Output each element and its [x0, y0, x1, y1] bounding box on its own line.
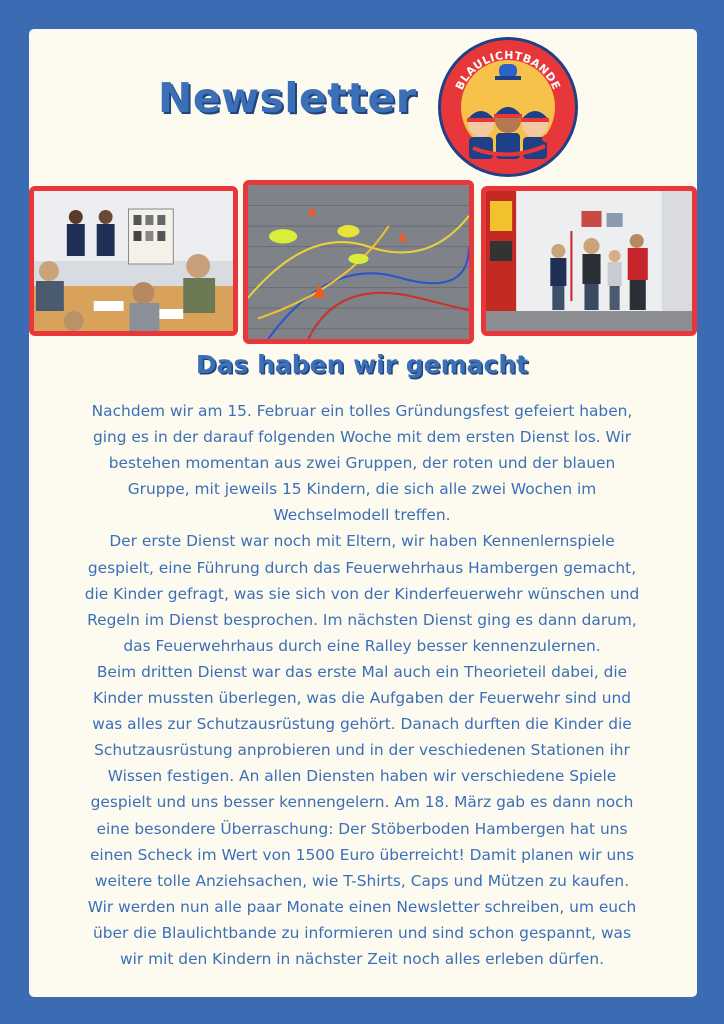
body-line: weitere tolle Anziehsachen, wie T-Shirts, Caps und Mützen zu kaufen.	[94, 871, 630, 890]
body-line: Gruppe, mit jeweils 15 Kindern, die sich alle zwei Wochen im	[127, 480, 597, 499]
section-subtitle: Das haben wir gemacht	[195, 350, 529, 379]
body-line: die Kinder gefragt, was sie sich von der Kinderfeuerwehr wünschen und	[84, 584, 640, 603]
body-line: wir mit den Kindern in nächster Zeit noch alles erleben dürfen.	[120, 949, 604, 968]
photo-hoses	[243, 180, 474, 344]
body-line: Wir werden nun alle paar Monate einen Newsletter schreiben, um euch	[87, 897, 637, 916]
body-line: eine besondere Überraschung: Der Stöberboden Hambergen hat uns	[96, 819, 628, 838]
body-line: bestehen momentan aus zwei Gruppen, der roten und der blauen	[108, 454, 616, 473]
body-line: Regeln im Dienst besprochen. Im nächsten Dienst ging es dann darum,	[87, 610, 637, 629]
newsletter-title: Newsletter	[158, 74, 417, 122]
classroom-photo	[34, 191, 233, 331]
hoses-on-pavement-photo	[248, 185, 469, 339]
fire-station-rally-photo	[486, 191, 692, 331]
body-line: Schutzausrüstung anprobieren und in der veschiedenen Stationen ihr	[94, 741, 630, 760]
photo-fire-station	[481, 186, 697, 336]
body-line: ging es in der darauf folgenden Woche mit dem ersten Dienst los. Wir	[92, 428, 632, 447]
body-line: Kinder mussten überlegen, was die Aufgaben der Feuerwehr sind und	[93, 689, 631, 708]
body-line: gespielt, eine Führung durch das Feuerwehrhaus Hambergen gemacht,	[87, 558, 637, 577]
body-line: über die Blaulichtbande zu informieren und sind schon gespannt, was	[92, 923, 632, 942]
photo-classroom	[29, 186, 238, 336]
body-line: einen Scheck im Wert von 1500 Euro überreicht! Damit planen wir uns	[89, 845, 635, 864]
logo-text: BLAULICHTBANDE	[452, 48, 564, 92]
body-line: Beim dritten Dienst war das erste Mal auch ein Theorieteil dabei, die	[96, 662, 628, 681]
body-line: was alles zur Schutzausrüstung gehört. Danach durften die Kinder die	[92, 715, 632, 734]
body-line: Wechselmodell treffen.	[273, 506, 451, 525]
body-line: gespielt und uns besser kennengelern. Am 18. März gab es dann noch	[90, 793, 634, 812]
body-line: das Feuerwehrhaus durch eine Ralley besser kennenzulernen.	[123, 636, 601, 655]
body-line: Wissen festigen. An allen Diensten haben wir verschiedene Spiele	[107, 767, 617, 786]
blaulichtbande-logo	[437, 36, 579, 178]
fire-brigade-kids-badge-icon	[437, 36, 579, 178]
newsletter-body	[36, 398, 688, 972]
body-line: Nachdem wir am 15. Februar ein tolles Gründungsfest gefeiert haben,	[91, 402, 633, 420]
body-line: Der erste Dienst war noch mit Eltern, wir haben Kennenlernspiele	[109, 532, 615, 551]
